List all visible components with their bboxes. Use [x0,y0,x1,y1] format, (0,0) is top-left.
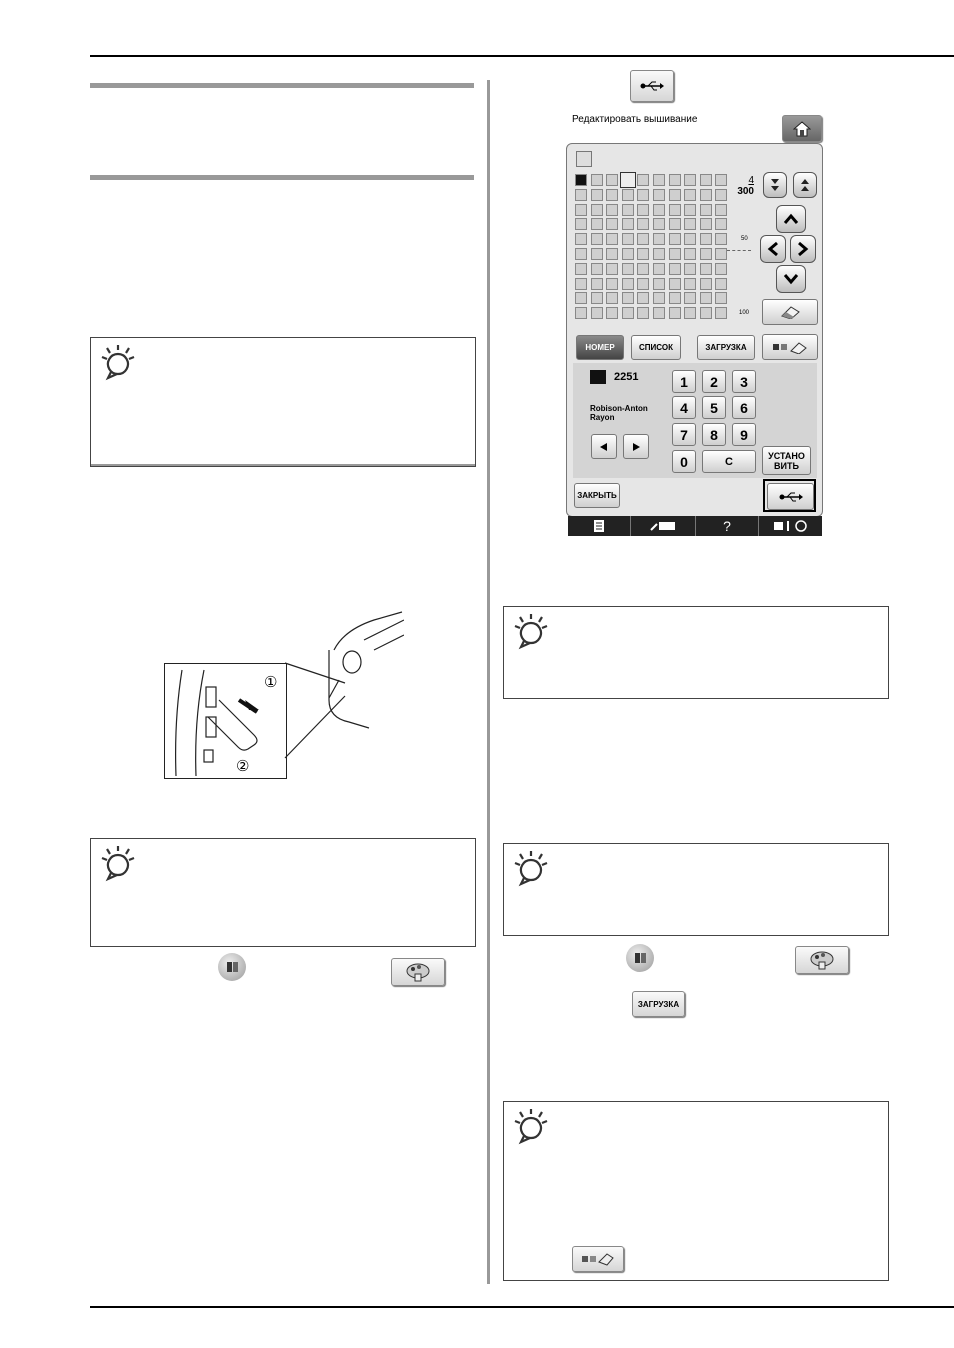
color-cell[interactable] [591,263,603,275]
settings-icon [772,519,810,533]
color-cell[interactable] [669,218,681,230]
color-cell[interactable] [653,248,665,260]
erase-palette-button[interactable] [572,1246,624,1272]
tab-load[interactable]: ЗАГРУЗКА [697,335,755,360]
color-cell[interactable] [606,189,618,201]
tab-list[interactable]: СПИСОК [631,335,681,360]
color-cell[interactable] [591,292,603,304]
color-cell[interactable] [622,248,634,260]
eraser-icon [581,1252,615,1266]
color-cell[interactable] [653,218,665,230]
help-button[interactable]: ? [696,516,759,536]
key-9[interactable]: 9 [732,423,756,446]
thread-color-grid[interactable] [575,174,735,324]
callout-2: ② [236,758,250,775]
tab-number[interactable]: НОМЕР [576,335,624,360]
tip-bulb-icon [514,613,548,653]
key-7[interactable]: 7 [672,423,696,446]
color-cell[interactable] [684,263,696,275]
machine-icon [649,520,677,532]
color-cell[interactable] [637,204,649,216]
color-cell[interactable] [622,263,634,275]
color-cell[interactable] [620,172,636,188]
color-cell[interactable] [715,174,727,186]
color-cell[interactable] [715,292,727,304]
color-cell[interactable] [622,189,634,201]
top-page-rule [90,55,954,57]
chevron-right-icon [797,241,809,257]
thread-palette-button-2[interactable] [795,946,849,974]
color-cell[interactable] [700,292,712,304]
key-0[interactable]: 0 [672,450,696,473]
color-cell[interactable] [591,218,603,230]
key-1[interactable]: 1 [672,370,696,393]
color-cell[interactable] [653,204,665,216]
settings-button[interactable] [759,516,822,536]
color-cell[interactable] [684,233,696,245]
color-cell[interactable] [637,218,649,230]
machine-bottom-bar [568,516,822,536]
arrow-left-button[interactable] [760,235,786,263]
prev-brand-button[interactable] [591,434,617,459]
scale-50-mark [727,250,751,251]
color-cell[interactable] [622,204,634,216]
screen-title: Редактировать вышивание [572,114,698,125]
arrow-up-button[interactable] [776,205,806,233]
heading-bar-bottom [90,175,474,180]
note-box-4 [503,843,889,936]
color-cell[interactable] [637,189,649,201]
tip-bulb-icon [514,850,548,890]
chevron-left-icon [767,241,779,257]
scale-100-label: 100 [739,310,750,316]
color-cell[interactable] [637,248,649,260]
color-cell[interactable] [622,307,634,319]
color-cell[interactable] [684,189,696,201]
color-cell[interactable] [684,218,696,230]
color-cell[interactable] [622,292,634,304]
page-up-button[interactable] [793,172,817,198]
color-cell[interactable] [669,174,681,186]
color-cell[interactable] [606,174,618,186]
color-cell[interactable] [591,248,603,260]
color-cell[interactable] [653,278,665,290]
heading-bar-top [90,83,474,88]
color-cell[interactable] [700,263,712,275]
color-cell[interactable] [637,278,649,290]
column-divider [487,80,490,1284]
color-cell[interactable] [684,307,696,319]
eraser-icon [778,305,802,319]
color-cell[interactable] [700,189,712,201]
usb-icon [640,80,664,92]
color-cell[interactable] [591,174,603,186]
key-6[interactable]: 6 [732,396,756,419]
color-cell[interactable] [591,189,603,201]
color-cell[interactable] [715,278,727,290]
palette-eraser-icon [771,340,809,354]
color-cell[interactable] [606,233,618,245]
color-cell[interactable] [575,307,587,319]
color-cell[interactable] [684,204,696,216]
arrow-right-button[interactable] [790,235,816,263]
bottom-page-rule [90,1306,954,1308]
color-cell[interactable] [637,174,649,186]
double-down-arrow-icon [770,177,780,193]
color-cell[interactable] [669,189,681,201]
color-cell[interactable] [700,204,712,216]
usb-button-inline[interactable] [630,70,674,102]
thread-palette-button[interactable] [391,958,445,986]
sewing-guide-button[interactable] [631,516,696,536]
color-cell[interactable] [575,218,587,230]
color-cell[interactable] [715,189,727,201]
color-cell[interactable] [606,263,618,275]
tip-bulb-icon [514,1108,548,1148]
color-cell[interactable] [591,307,603,319]
current-color-swatch [590,370,606,384]
color-cell[interactable] [653,263,665,275]
callout-1: ① [264,674,278,691]
color-cell[interactable] [715,248,727,260]
color-cell[interactable] [653,174,665,186]
color-cell[interactable] [606,278,618,290]
color-cell[interactable] [622,218,634,230]
embroidery-edit-mode-icon[interactable] [218,953,246,981]
document-icon [593,519,605,533]
key-8[interactable]: 8 [702,423,726,446]
chevron-up-icon [783,213,799,225]
color-cell[interactable] [575,248,587,260]
counter-top: 4 [748,175,754,186]
color-cell[interactable] [575,204,587,216]
color-cell[interactable] [606,218,618,230]
palette-icon [808,950,836,970]
preview-swatch [576,151,592,167]
color-cell[interactable] [700,174,712,186]
color-cell[interactable] [591,278,603,290]
color-cell[interactable] [653,307,665,319]
color-cell[interactable] [669,278,681,290]
thread-brand: Robison-Anton Rayon [590,404,648,422]
page-down-button[interactable] [763,172,787,198]
note-box-3 [503,606,889,699]
color-cell[interactable] [606,307,618,319]
triangle-right-icon [631,442,641,452]
color-cell[interactable] [684,248,696,260]
color-cell[interactable] [575,263,587,275]
palette-icon [404,962,432,982]
color-cell[interactable] [669,204,681,216]
color-cell[interactable] [575,233,587,245]
color-cell[interactable] [669,248,681,260]
color-cell[interactable] [669,307,681,319]
embroidery-edit-screen [566,143,823,517]
key-5[interactable]: 5 [702,396,726,419]
home-icon [793,121,811,137]
chevron-down-icon [783,273,799,285]
key-2[interactable]: 2 [702,370,726,393]
thread-code: 2251 [614,371,639,383]
usb-insertion-illustration [164,610,404,780]
color-cell[interactable] [715,307,727,319]
key-3[interactable]: 3 [732,370,756,393]
color-cell[interactable] [575,292,587,304]
color-cell[interactable] [575,278,587,290]
key-clear[interactable]: C [702,450,756,473]
color-cell[interactable] [684,292,696,304]
color-cell[interactable] [637,263,649,275]
usb-icon [779,491,803,503]
note-box-1 [90,337,476,467]
embroidery-edit-mode-icon-2[interactable] [626,944,654,972]
color-cell[interactable] [606,248,618,260]
color-cell[interactable] [653,233,665,245]
color-cell[interactable] [700,278,712,290]
color-cell[interactable] [606,204,618,216]
note-box-2 [90,838,476,947]
color-cell[interactable] [715,233,727,245]
scale-50-label: 50 [741,236,748,242]
color-cell[interactable] [637,233,649,245]
usb-button[interactable] [767,483,814,510]
triangle-left-icon [599,442,609,452]
color-cell[interactable] [684,174,696,186]
color-cell[interactable] [653,292,665,304]
color-cell[interactable] [700,248,712,260]
note-box-5 [503,1101,889,1281]
eraser-button[interactable] [762,299,818,325]
color-cell[interactable] [700,233,712,245]
counter-bottom: 300 [737,186,754,197]
tip-bulb-icon [101,845,135,885]
key-4[interactable]: 4 [672,396,696,419]
color-cell[interactable] [591,204,603,216]
set-button[interactable]: УСТАНО ВИТЬ [762,446,811,475]
home-button[interactable] [782,115,822,142]
erase-palette-button-lcd[interactable] [762,334,818,360]
manual-button[interactable] [568,516,631,536]
color-cell[interactable] [700,218,712,230]
color-cell[interactable] [637,307,649,319]
color-cell[interactable] [622,233,634,245]
close-button[interactable]: ЗАКРЫТЬ [574,483,620,508]
color-cell[interactable] [575,189,587,201]
color-cell[interactable] [653,189,665,201]
color-cell[interactable] [575,174,587,186]
color-cell[interactable] [669,292,681,304]
color-cell[interactable] [669,263,681,275]
color-cell[interactable] [715,218,727,230]
double-up-arrow-icon [800,177,810,193]
color-cell[interactable] [591,233,603,245]
tip-bulb-icon [101,344,135,384]
color-cell[interactable] [684,278,696,290]
color-cell[interactable] [637,292,649,304]
color-cell[interactable] [622,278,634,290]
arrow-down-button[interactable] [776,265,806,293]
color-cell[interactable] [606,292,618,304]
color-cell[interactable] [700,307,712,319]
next-brand-button[interactable] [623,434,649,459]
color-cell[interactable] [715,204,727,216]
load-button-inline[interactable]: ЗАГРУЗКА [632,991,685,1017]
color-cell[interactable] [669,233,681,245]
color-cell[interactable] [715,263,727,275]
